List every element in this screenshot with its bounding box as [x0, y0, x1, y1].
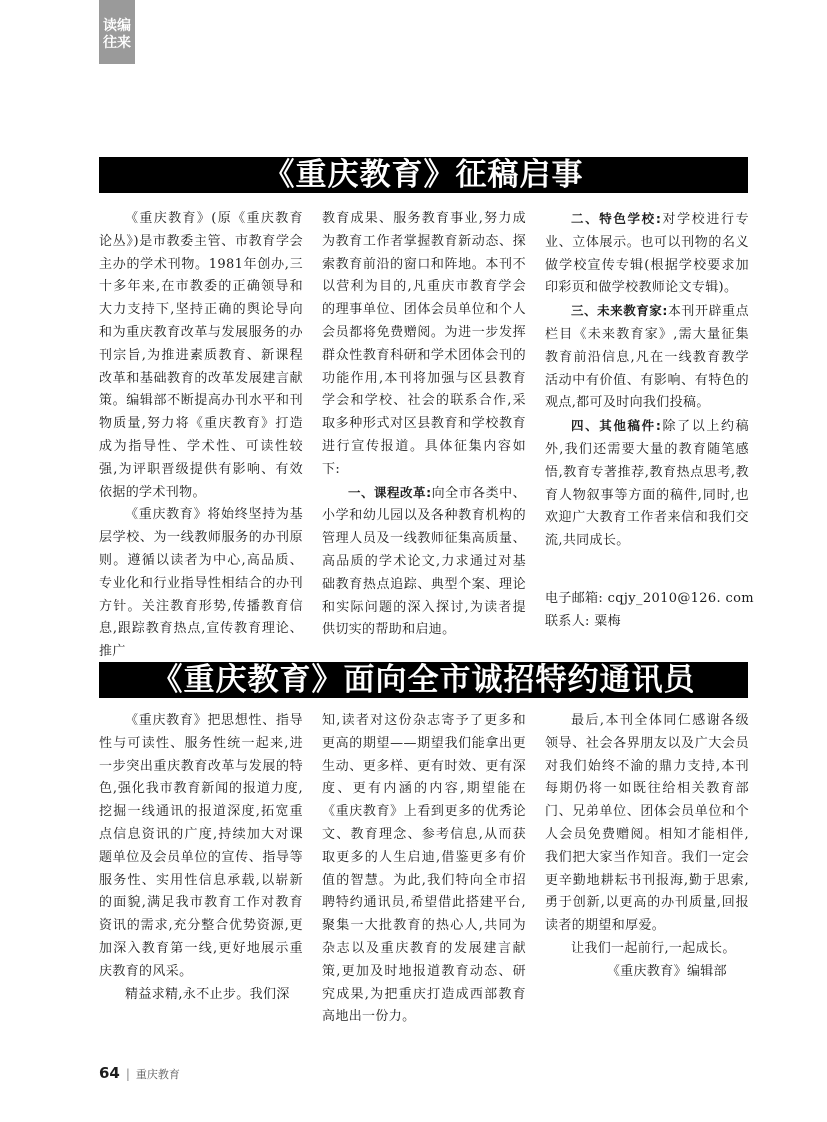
page-number: 64	[99, 1064, 120, 1082]
article2-paragraph: 精益求精,永不止步。我们深	[125, 986, 290, 1002]
item-body: 对学校进行专业、立体展示。也可以刊物的名义做学校宣传专辑(根据学校要求加印彩页和做学校教师论文专辑)。	[545, 212, 749, 296]
magazine-name: 重庆教育	[135, 1068, 180, 1081]
article1-paragraph: 《重庆教育》将始终坚持为基层学校、为一线教师服务的办刊原则。遵循以读者为中心,高品质、专业化和行业指导性相结合的办刊方针。关注教育形势,传播教育信息,跟踪教育热点,宣传教育理论、推广	[99, 507, 303, 660]
article1-item-1	[322, 482, 526, 643]
footer-separator: |	[125, 1067, 130, 1081]
article2-paragraph: 让我们一起前行,一起成长。	[571, 940, 736, 956]
article2-column-1	[99, 710, 303, 1006]
item-heading: 三、未来教育家:	[571, 303, 668, 319]
item-heading: 一、课程改革:	[348, 484, 432, 500]
article2-title: 《重庆教育》面向全市诚招特约通讯员	[99, 662, 748, 698]
section-tag-line1: 读编	[103, 18, 131, 34]
article1-column-3	[545, 208, 749, 553]
item-heading: 四、其他稿件:	[571, 418, 662, 434]
article2-column-2	[322, 710, 526, 1029]
article1-column-1	[99, 208, 303, 664]
item-body: 向全市各类中、小学和幼儿园以及各种教育机构的管理人员及一线教师征集高质量、高品质的学术论文,力求通过对基础教育热点追踪、典型个案、理论和实际问题的深入探讨,为读者提供切实的帮助和启迪。	[322, 485, 526, 638]
article2-paragraph: 《重庆教育》把思想性、指导性与可读性、服务性统一起来,进一步突出重庆教育改革与发展的特色,强化我市教育新闻的报道力度,挖掘一线通讯的报道深度,拓宽重点信息资讯的广度,持续加大对课题单位及会员单位的宣传、指导等服务性、实用性信息承载,以崭新的面貌,满足我市教育工作对教育资讯的需求,充分整合优势资源,更加深入教育第一线,更好地展示重庆教育的风采。	[99, 713, 303, 979]
section-tag	[99, 0, 135, 64]
article2-column-3	[545, 710, 749, 984]
article1-paragraph: 《重庆教育》(原《重庆教育论丛》)是市教委主管、市教育学会主办的学术刊物。1981年创办,三十多年来,在市教委的正确领导和大力支持下,坚持正确的舆论导向和为重庆教育改革与发展服务的办刊宗旨,为推进素质教育、新课程改革和基础教育的改革发展建言献策。编辑部不断提高办刊水平和刊物质量,努力将《重庆教育》打造成为指导性、学术性、可读性较强,为评职晋级提供有影响、有效依据的学术刊物。	[99, 211, 303, 500]
section-tag-line2: 往来	[103, 35, 131, 51]
article1-title: 《重庆教育》征稿启事	[99, 157, 748, 193]
article2-paragraph: 最后,本刊全体同仁感谢各级领导、社会各界朋友以及广大会员对我们始终不渝的鼎力支持,本刊每期仍将一如既往给相关教育部门、兄弟单位、团体会员单位和个人会员免费赠阅。相知才能相伴,我们把大家当作知音。我们一定会更辛勤地耕耘书刊报海,勤于思索,勇于创新,以更高的办刊质量,回报读者的期望和厚爱。	[545, 713, 749, 934]
article1-item-4	[545, 415, 749, 553]
item-body: 本刊开辟重点栏目《未来教育家》,需大量征集教育前沿信息,凡在一线教育教学活动中有价值、有影响、有特色的观点,都可及时向我们投稿。	[545, 304, 749, 411]
contact-info	[545, 588, 754, 634]
page-footer	[99, 1063, 180, 1082]
article2-signature: 《重庆教育》编辑部	[606, 963, 727, 979]
item-heading: 二、特色学校:	[571, 211, 662, 226]
article1-column-2	[322, 208, 526, 642]
article1-item-2	[545, 208, 749, 300]
item-body: 除了以上约稿外,我们还需要大量的教育随笔感悟,教育专著推荐,教育热点思考,教育人物叙事等方面的稿件,同时,也欢迎广大教育工作者来信和我们交流,共同成长。	[545, 419, 749, 549]
article2-paragraph: 知,读者对这份杂志寄予了更多和更高的期望——期望我们能拿出更生动、更多样、更有时效、更有深度、更有内涵的内容,期望能在《重庆教育》上看到更多的优秀论文、教育理念、参考信息,从而获取更多的人生启迪,借鉴更多有价值的智慧。为此,我们特向全市招聘特约通讯员,希望借此搭建平台,聚集一大批教育的热心人,共同为杂志以及重庆教育的发展建言献策,更加及时地报道教育动态、研究成果,为把重庆打造成西部教育高地出一份力。	[322, 713, 526, 1025]
contact-person-line: 联系人: 粟梅	[545, 613, 621, 629]
email-line: 电子邮箱: cqjy_2010@126. com	[545, 591, 754, 606]
article1-item-3	[545, 300, 749, 415]
article1-paragraph: 教育成果、服务教育事业,努力成为教育工作者掌握教育新动态、探索教育前沿的窗口和阵地。本刊不以营利为目的,凡重庆市教育学会的理事单位、团体会员单位和个人会员都将免费赠阅。为进一步发挥群众性教育科研和学术团体会刊的功能作用,本刊将加强与区县教育学会和学校、社会的联系合作,采取多种形式对区县教育和学校教育进行宣传报道。具体征集内容如下:	[322, 211, 526, 477]
